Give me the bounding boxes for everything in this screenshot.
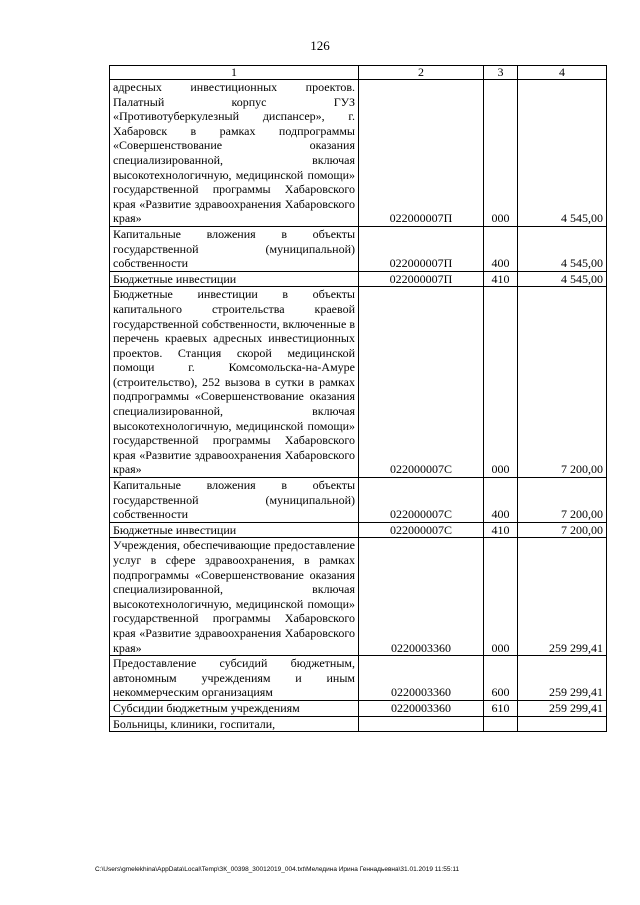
table-row bbox=[110, 538, 607, 656]
file-path-footer: C:\Users\gmelekhina\AppData\Local\Temp\ЗК_00398_30012019_004.txt\Меледина Ирина Геннадьевна\31.01.2019 11:55:11 bbox=[95, 866, 460, 873]
row-code: 022000007П bbox=[359, 226, 484, 271]
row-name: Бюджетные инвестиции bbox=[110, 522, 359, 538]
table-row bbox=[110, 478, 607, 523]
row-amount: 7 200,00 bbox=[518, 478, 607, 523]
row-type: 000 bbox=[484, 287, 518, 478]
row-type: 410 bbox=[484, 522, 518, 538]
row-amount: 4 545,00 bbox=[518, 226, 607, 271]
row-name: Бюджетные инвестиции bbox=[110, 271, 359, 287]
row-type: 600 bbox=[484, 656, 518, 701]
row-code: 022000007С bbox=[359, 287, 484, 478]
table-header-row bbox=[110, 66, 607, 80]
row-amount bbox=[518, 716, 607, 732]
row-amount: 4 545,00 bbox=[518, 80, 607, 227]
row-name: Бюджетные инвестиции в объекты капитального строительства краевой государственной собственности, включенные в перечень краевых адресных инвестиционных проектов. Станция скорой медицинской помощи г. Комсомольска-на-Амуре (строительство), 252 вызова в сутки в рамках подпрограммы «Совершенствование оказания специализированной, включая высокотехнологичную, медицинской помощи» государственной программы Хабаровского края «Развитие здравоохранения Хабаровского края» bbox=[110, 287, 359, 478]
row-type: 000 bbox=[484, 80, 518, 227]
row-name: Предоставление субсидий бюджетным, автономным учреждениям и иным некоммерческим организациям bbox=[110, 656, 359, 701]
row-name: Субсидии бюджетным учреждениям bbox=[110, 700, 359, 716]
row-type: 000 bbox=[484, 538, 518, 656]
row-code bbox=[359, 716, 484, 732]
row-amount: 4 545,00 bbox=[518, 271, 607, 287]
row-amount: 7 200,00 bbox=[518, 287, 607, 478]
table-row bbox=[110, 700, 607, 716]
row-amount: 259 299,41 bbox=[518, 700, 607, 716]
row-type: 610 bbox=[484, 700, 518, 716]
row-amount: 259 299,41 bbox=[518, 538, 607, 656]
row-code: 0220003360 bbox=[359, 700, 484, 716]
header-col-4: 4 bbox=[518, 66, 607, 80]
row-type: 410 bbox=[484, 271, 518, 287]
table-row bbox=[110, 287, 607, 478]
row-name: Больницы, клиники, госпитали, bbox=[110, 716, 359, 732]
row-type: 400 bbox=[484, 478, 518, 523]
row-amount: 259 299,41 bbox=[518, 656, 607, 701]
header-col-3: 3 bbox=[484, 66, 518, 80]
row-name: адресных инвестиционных проектов. Палатный корпус ГУЗ «Противотуберкулезный диспансер», г. Хабаровск в рамках подпрограммы «Совершенствование оказания специализированной, включая высокотехнологичную, медицинской помощи» государственной программы Хабаровского края «Развитие здравоохранения Хабаровского края» bbox=[110, 80, 359, 227]
row-code: 022000007С bbox=[359, 522, 484, 538]
table-row bbox=[110, 656, 607, 701]
row-code: 022000007П bbox=[359, 80, 484, 227]
row-name: Капитальные вложения в объекты государственной (муниципальной) собственности bbox=[110, 478, 359, 523]
row-code: 022000007П bbox=[359, 271, 484, 287]
row-amount: 7 200,00 bbox=[518, 522, 607, 538]
table-row bbox=[110, 226, 607, 271]
row-type: 400 bbox=[484, 226, 518, 271]
header-col-1: 1 bbox=[110, 66, 359, 80]
row-code: 0220003360 bbox=[359, 538, 484, 656]
table-row bbox=[110, 271, 607, 287]
row-code: 022000007С bbox=[359, 478, 484, 523]
budget-table bbox=[109, 65, 607, 732]
row-name: Учреждения, обеспечивающие предоставление услуг в сфере здравоохранения, в рамках подпрограммы «Совершенствование оказания специализированной, включая высокотехнологичную, медицинской помощи» государственной программы Хабаровского края «Развитие здравоохранения Хабаровского края» bbox=[110, 538, 359, 656]
row-name: Капитальные вложения в объекты государственной (муниципальной) собственности bbox=[110, 226, 359, 271]
row-code: 0220003360 bbox=[359, 656, 484, 701]
row-type bbox=[484, 716, 518, 732]
header-col-2: 2 bbox=[359, 66, 484, 80]
table-row bbox=[110, 522, 607, 538]
page-number: 126 bbox=[310, 38, 330, 53]
table-row bbox=[110, 716, 607, 732]
table-row bbox=[110, 80, 607, 227]
